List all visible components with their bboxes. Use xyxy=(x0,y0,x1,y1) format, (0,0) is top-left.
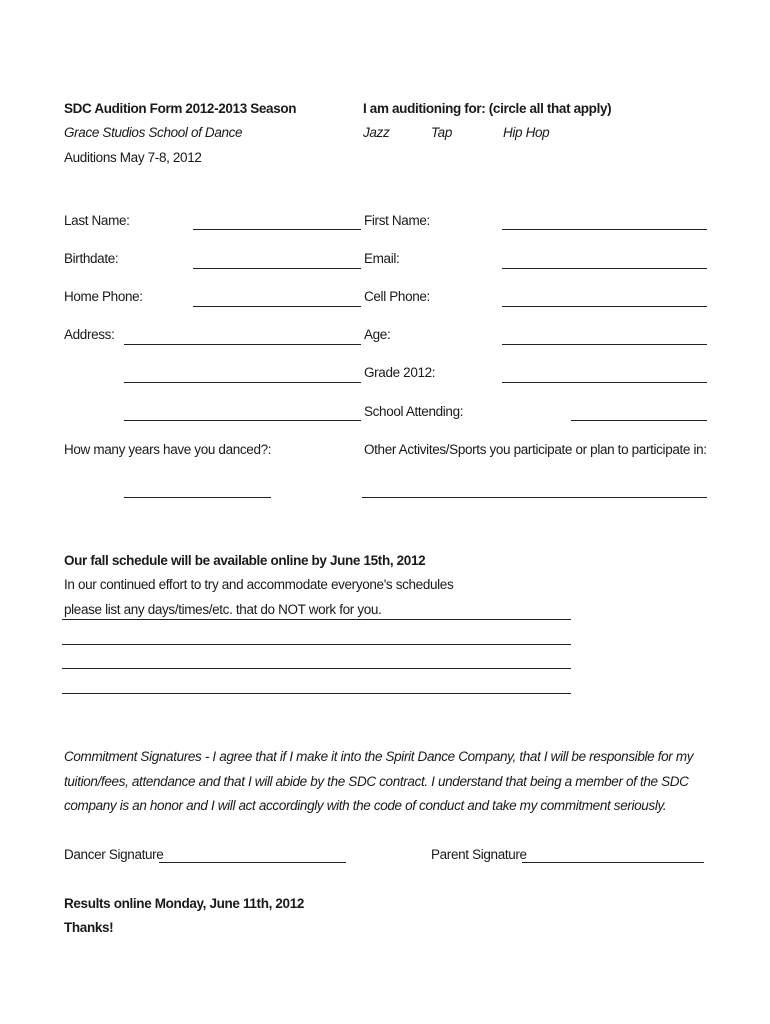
parent-signature-field xyxy=(522,862,704,863)
schedule-text-1: In our continued effort to try and accommodate everyone's schedules xyxy=(64,577,454,592)
schedule-heading: Our fall schedule will be available online by June 15th, 2012 xyxy=(64,553,426,568)
birthdate-field xyxy=(193,268,361,269)
studio-name: Grace Studios School of Dance xyxy=(64,125,243,140)
schedule-line-4 xyxy=(62,693,571,694)
audition-prompt: I am auditioning for: (circle all that apply) xyxy=(363,101,612,116)
commitment-text-1: Commitment Signatures - I agree that if I make it into the Spirit Dance Company, that I will be responsible for my xyxy=(64,749,694,764)
schedule-line-3 xyxy=(62,668,571,669)
years-danced-field xyxy=(124,497,271,498)
birthdate-label: Birthdate: xyxy=(64,251,119,266)
email-label: Email: xyxy=(364,251,400,266)
home-phone-label: Home Phone: xyxy=(64,289,143,304)
style-option-tap: Tap xyxy=(431,125,452,140)
cell-phone-field xyxy=(502,306,707,307)
grade-label: Grade 2012: xyxy=(364,365,436,380)
years-danced-label: How many years have you danced?: xyxy=(64,442,272,457)
last-name-label: Last Name: xyxy=(64,213,130,228)
schedule-line-1 xyxy=(62,619,571,620)
address-field-1 xyxy=(124,344,361,345)
schedule-text-2: please list any days/times/etc. that do NOT work for you. xyxy=(64,602,382,617)
home-phone-field xyxy=(193,306,361,307)
other-activities-label: Other Activites/Sports you participate or plan to participate in: xyxy=(364,442,707,457)
audition-dates: Auditions May 7-8, 2012 xyxy=(64,150,202,165)
grade-field xyxy=(502,382,707,383)
results-note: Results online Monday, June 11th, 2012 xyxy=(64,896,305,911)
dancer-signature-field xyxy=(159,862,346,863)
parent-signature-label: Parent Signature xyxy=(431,847,527,862)
thanks-note: Thanks! xyxy=(64,920,114,935)
last-name-field xyxy=(193,229,361,230)
style-option-hip-hop: Hip Hop xyxy=(503,125,550,140)
commitment-text-2: tuition/fees, attendance and that I will abide by the SDC contract. I understand that being a member of the SDC xyxy=(64,774,689,789)
form-title: SDC Audition Form 2012-2013 Season xyxy=(64,101,297,116)
age-field xyxy=(502,344,707,345)
school-label: School Attending: xyxy=(364,404,464,419)
first-name-label: First Name: xyxy=(364,213,430,228)
dancer-signature-label: Dancer Signature xyxy=(64,847,164,862)
email-field xyxy=(502,268,707,269)
style-option-jazz: Jazz xyxy=(363,125,390,140)
schedule-line-2 xyxy=(62,644,571,645)
cell-phone-label: Cell Phone: xyxy=(364,289,430,304)
age-label: Age: xyxy=(364,327,391,342)
first-name-field xyxy=(502,229,707,230)
other-activities-field xyxy=(362,497,707,498)
commitment-text-3: company is an honor and I will act accordingly with the code of conduct and take my commitment seriously. xyxy=(64,798,667,813)
address-field-3 xyxy=(124,420,361,421)
school-field xyxy=(571,420,707,421)
address-field-2 xyxy=(124,382,361,383)
address-label: Address: xyxy=(64,327,115,342)
